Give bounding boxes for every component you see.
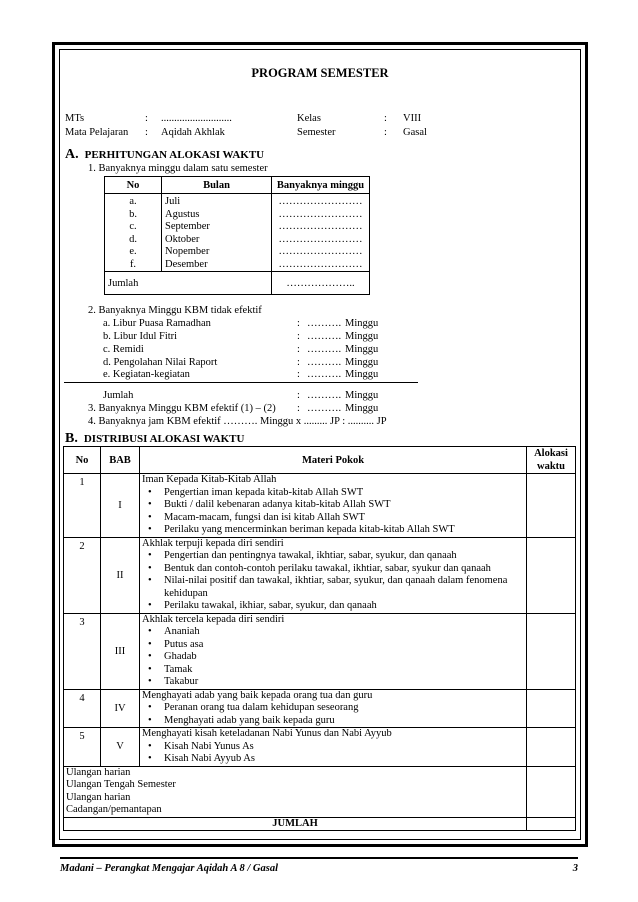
materi-title: Iman Kepada Kitab-Kitab Allah (142, 474, 277, 485)
row-no: b. (105, 209, 162, 222)
mapel-label: Mata Pelajaran (65, 127, 129, 138)
col-no: No (64, 447, 101, 474)
materi-title: Menghayati adab yang baik kepada orang tua dan guru (142, 689, 373, 701)
materi-item: • Takabur (142, 676, 526, 689)
item-dots: ………. (307, 318, 342, 329)
page-title: PROGRAM SEMESTER (251, 66, 389, 80)
item-3-unit: Minggu (345, 403, 379, 414)
table-row (105, 234, 370, 247)
row-alokasi (527, 474, 576, 538)
ulangan-item: Ulangan harian (66, 766, 131, 778)
item-unit: Minggu (345, 357, 379, 368)
row-materi (140, 537, 527, 613)
item-dots: ………. (307, 344, 342, 355)
ulangan-item: Ulangan Tengah Semester (66, 779, 176, 790)
section-b-title: DISTRIBUSI ALOKASI WAKTU (83, 433, 245, 445)
jumlah-label: Jumlah (105, 272, 272, 295)
section-a-title: PERHITUNGAN ALOKASI WAKTU (84, 149, 265, 161)
materi-item: • Tamak (142, 664, 526, 677)
mts-label: MTs (65, 113, 85, 124)
row-no: e. (105, 246, 162, 259)
table-row (64, 689, 576, 728)
row-bulan: Juli (162, 194, 272, 209)
mts-colon: : (145, 113, 148, 124)
row-no: 4 (64, 689, 101, 728)
materi-item: • Bukti / dalil kebenaran adanya kitab-kitab Allah SWT (142, 499, 526, 512)
row-bab: II (101, 537, 140, 613)
row-bab: I (101, 474, 140, 538)
distribution-table (63, 446, 576, 831)
materi-item: • Ghadab (142, 651, 526, 664)
materi-list (142, 487, 526, 537)
row-bulan: Desember (162, 259, 272, 272)
page-footer (60, 857, 578, 874)
materi-item: • Nilai-nilai positif dan tawakal, ikhtiar, sabar, syukur, dan qanaah dalam fenomena kehidupan (142, 575, 526, 600)
jumlah-2-unit: Minggu (345, 390, 379, 401)
section-b-heading (65, 431, 244, 447)
row-bab: IV (101, 689, 140, 728)
materi-item: • Ananiah (142, 626, 526, 639)
table-row (105, 221, 370, 234)
distribution-table-body (64, 474, 576, 767)
section-a-heading (65, 147, 264, 163)
item-label: b. Libur Idul Fitri (103, 331, 178, 342)
table-row (64, 537, 576, 613)
item-colon: : (297, 357, 300, 368)
table-row (105, 259, 370, 272)
table-row (64, 474, 576, 538)
row-alokasi (527, 689, 576, 728)
row-materi (140, 474, 527, 538)
row-no: a. (105, 194, 162, 209)
item-3-colon: : (297, 403, 300, 414)
row-minggu: …………………… (272, 221, 370, 234)
item-colon: : (297, 369, 300, 380)
item-2-label: 2. Banyaknya Minggu KBM tidak efektif (88, 305, 262, 316)
materi-item: • Perilaku yang mencerminkan beriman kepada kitab-kitab Allah SWT (142, 524, 526, 537)
item-dots: ………. (307, 331, 342, 342)
col-materi-pokok: Materi Pokok (140, 447, 527, 474)
materi-list (142, 702, 526, 727)
materi-title: Menghayati kisah keteladanan Nabi Yunus dan Nabi Ayyub (142, 728, 392, 739)
semester-label: Semester (297, 127, 336, 138)
kelas-label: Kelas (297, 113, 321, 124)
item-unit: Minggu (345, 344, 379, 355)
weeks-table-total (105, 272, 370, 295)
table-row (105, 209, 370, 222)
row-materi (140, 613, 527, 689)
item-unit: Minggu (345, 331, 379, 342)
row-bulan: Agustus (162, 209, 272, 222)
item-3-label: 3. Banyaknya Minggu KBM efektif (1) – (2) (88, 403, 276, 414)
jumlah-label: JUMLAH (64, 817, 527, 830)
materi-title: Akhlak tercela kepada diri sendiri (142, 613, 285, 625)
weeks-table (104, 176, 370, 295)
distribution-table-header (64, 447, 576, 474)
item-dots: ………. (307, 369, 342, 380)
materi-item: • Perilaku tawakal, ikhiar, sabar, syukur, dan qanaah (142, 600, 526, 613)
materi-list (142, 626, 526, 689)
row-alokasi (527, 728, 576, 767)
item-unit: Minggu (345, 318, 379, 329)
item-unit: Minggu (345, 369, 379, 380)
ulangan-row (64, 766, 576, 817)
jumlah-2-colon: : (297, 390, 300, 401)
col-no: No (105, 177, 162, 194)
row-no: 5 (64, 728, 101, 767)
section-a-letter: A. (65, 147, 79, 162)
ulangan-item: Cadangan/pemantapan (66, 804, 162, 815)
table-row (64, 613, 576, 689)
item-label: a. Libur Puasa Ramadhan (103, 318, 211, 329)
alokasi-cell (527, 766, 576, 817)
section-b-letter: B. (65, 431, 78, 446)
row-bulan: September (162, 221, 272, 234)
jumlah-row (64, 817, 576, 830)
row-no: 2 (64, 537, 101, 613)
materi-item: • Kisah Nabi Ayyub As (142, 753, 526, 766)
materi-item: • Pengertian iman kepada kitab-kitab Allah SWT (142, 487, 526, 500)
kelas-value: VIII (403, 113, 422, 124)
mapel-value: Aqidah Akhlak (161, 127, 225, 138)
item-1-label: 1. Banyaknya minggu dalam satu semester (88, 163, 268, 174)
item-4-label: 4. Banyaknya jam KBM efektif ………. Minggu x ......... JP : .......... JP (88, 416, 387, 427)
row-minggu: …………………… (272, 259, 370, 272)
row-no: c. (105, 221, 162, 234)
row-materi (140, 728, 527, 767)
table-row (105, 194, 370, 209)
footer-text: Madani – Perangkat Mengajar Aqidah A 8 / Gasal (60, 863, 279, 874)
mts-value: ........................... (161, 113, 232, 124)
table-row (64, 728, 576, 767)
item-colon: : (297, 344, 300, 355)
materi-item: • Putus asa (142, 639, 526, 652)
item-3-dots: ………. (307, 403, 342, 414)
col-alokasi-waktu: Alokasi waktu (527, 447, 576, 474)
jumlah-2-dots: ………. (307, 390, 342, 401)
materi-title: Akhlak terpuji kepada diri sendiri (142, 537, 284, 549)
mapel-colon: : (145, 127, 148, 138)
materi-list (142, 550, 526, 613)
col-bab: BAB (101, 447, 140, 474)
row-minggu: …………………… (272, 209, 370, 222)
item-label: e. Kegiatan-kegiatan (103, 369, 190, 380)
row-minggu: …………………… (272, 234, 370, 247)
jumlah-alokasi-cell (527, 817, 576, 830)
jumlah-value: ……………….. (272, 272, 370, 295)
row-minggu: …………………… (272, 194, 370, 209)
row-minggu: …………………… (272, 246, 370, 259)
row-bab: III (101, 613, 140, 689)
row-no: 3 (64, 613, 101, 689)
ulangan-cell (64, 766, 527, 817)
row-bulan: Oktober (162, 234, 272, 247)
col-bulan: Bulan (162, 177, 272, 194)
table-row (105, 246, 370, 259)
item-colon: : (297, 318, 300, 329)
row-no: 1 (64, 474, 101, 538)
item-dots: ………. (307, 357, 342, 368)
row-no: d. (105, 234, 162, 247)
materi-item: • Peranan orang tua dalam kehidupan seseorang (142, 702, 526, 715)
kelas-colon: : (384, 113, 387, 124)
materi-item: • Pengertian dan pentingnya tawakal, ikhtiar, sabar, syukur, dan qanaah (142, 550, 526, 563)
page-number: 3 (572, 863, 578, 874)
row-alokasi (527, 537, 576, 613)
row-bulan: Nopember (162, 246, 272, 259)
materi-item: • Menghayati adab yang baik kepada guru (142, 715, 526, 728)
col-banyaknya-minggu: Banyaknya minggu (272, 177, 370, 194)
semester-value: Gasal (403, 127, 427, 138)
materi-item: • Bentuk dan contoh-contoh perilaku tawakal, ikhtiar, sabar, syukur dan qanaah (142, 563, 526, 576)
divider (64, 382, 418, 383)
ulangan-item: Ulangan harian (66, 791, 131, 803)
materi-list (142, 741, 526, 766)
item-label: c. Remidi (103, 344, 144, 355)
row-alokasi (527, 613, 576, 689)
item-colon: : (297, 331, 300, 342)
jumlah-2-label: Jumlah (103, 390, 134, 401)
row-bab: V (101, 728, 140, 767)
materi-item: • Kisah Nabi Yunus As (142, 741, 526, 754)
weeks-table-header (105, 177, 370, 194)
row-no: f. (105, 259, 162, 272)
item-label: d. Pengolahan Nilai Raport (103, 357, 218, 368)
materi-item: • Macam-macam, fungsi dan isi kitab Allah SWT (142, 512, 526, 525)
semester-colon: : (384, 127, 387, 138)
row-materi (140, 689, 527, 728)
